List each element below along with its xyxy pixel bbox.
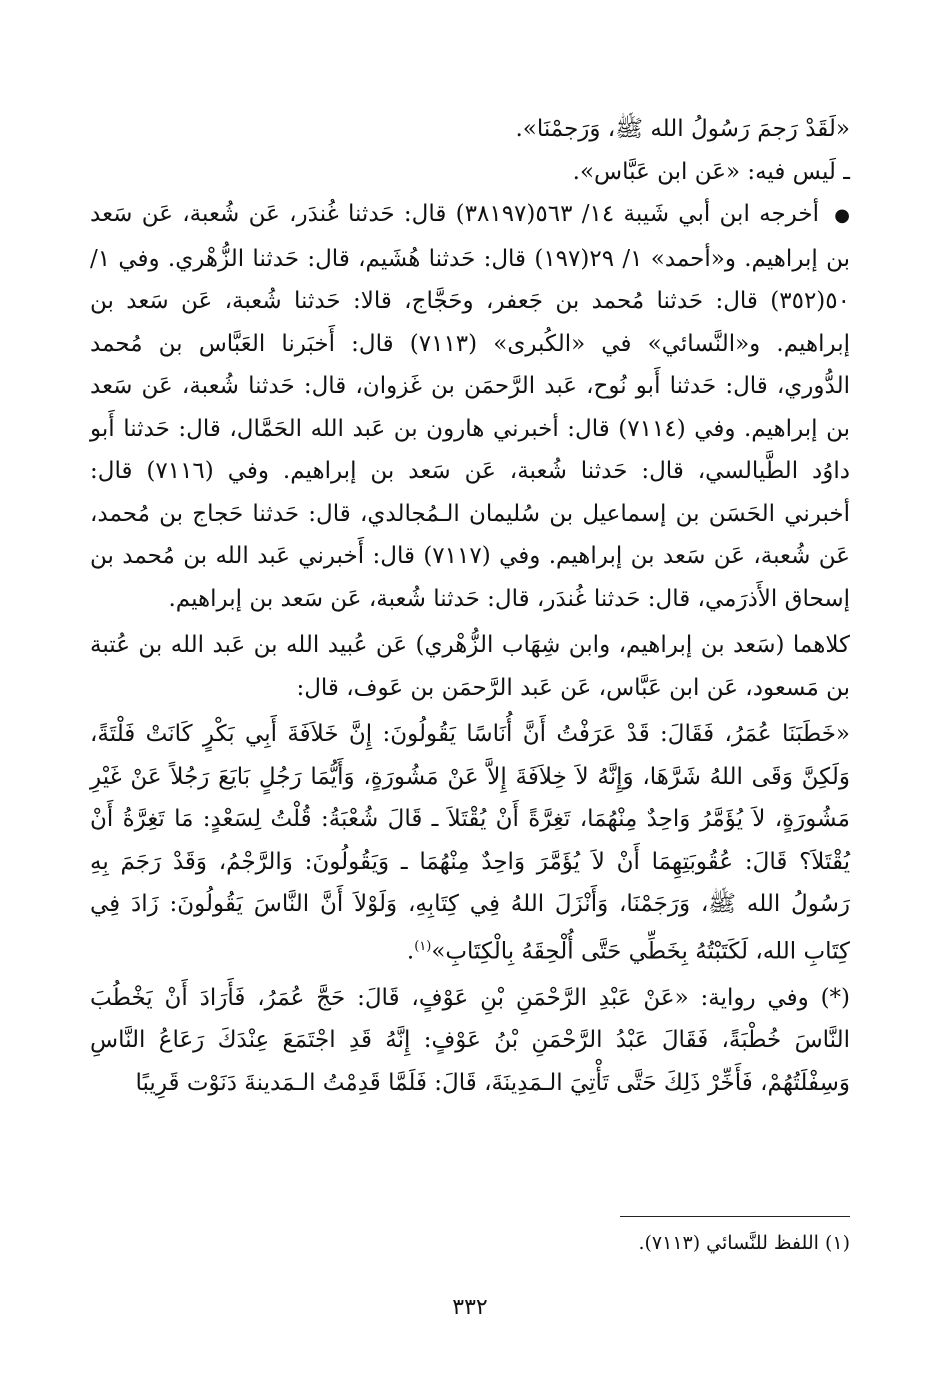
variant-note-line: ـ لَيس فيه: «عَن ابن عَبَّاس». bbox=[572, 158, 850, 185]
takhrij-paragraph bbox=[90, 193, 850, 620]
isnad-paragraph bbox=[90, 624, 850, 709]
page-number: ٣٣٢ bbox=[452, 1295, 488, 1320]
page-body bbox=[90, 108, 850, 1104]
matn-paragraph bbox=[90, 713, 850, 973]
footnote-reference[interactable]: (١) bbox=[414, 938, 432, 954]
takhrij-text: أخرجه ابن أبي شَيبة ١٤/ ٥٦٣(٣٨١٩٧) قال: حَدثنا غُندَر، عَن شُعبة، عَن سَعد بن إبراهيم. و«أحمد» ١/ ٢٩(١٩٧) قال: حَدثنا هُشَيم، قال: حَدثنا الزُّهْري. وفي ١/ ٥٠(٣٥٢) قال: حَدثنا مُحمد بن جَعفر، وحَجَّاج، قالا: حَدثنا شُعبة، عَن سَعد بن إبراهيم. و«النَّسائي» في «الكُبرى» (٧١١٣) قال: أَخبَرنا العَبَّاس بن مُحمد الدُّوري، قال: حَدثنا أَبو نُوح، عَبد الرَّحمَن بن غَزوان، قال: حَدثنا شُعبة، عَن سَعد بن إبراهيم. وفي (٧١١٤) قال: أخبرني هارون بن عَبد الله الحَمَّال، قال: حَدثنا أَبو داوُد الطَّيالسي، قال: حَدثنا شُعبة، عَن سَعد بن إبراهيم. وفي (٧١١٦) قال: أخبرني الحَسَن بن إسماعيل بن سُليمان الـمُجالدي، قال: حَدثنا حَجاج بن مُحمد، عَن شُعبة، عَن سَعد بن إبراهيم. وفي (٧١١٧) قال: أَخبرني عَبد الله بن مُحمد بن إسحاق الأَذرَمي، قال: حَدثنا غُندَر، قال: حَدثنا شُعبة، عَن سَعد بن إبراهيم. bbox=[90, 201, 851, 612]
matn-end: . bbox=[406, 938, 415, 965]
asterisk-marker: (*) bbox=[820, 984, 851, 1011]
bullet-icon: ● bbox=[834, 205, 850, 226]
quote-line: «لَقَدْ رَجمَ رَسُولُ الله ﷺ، وَرَجمْنَا». bbox=[515, 116, 850, 142]
footnote: (١) اللفظ للنَّسائي (٧١١٣). bbox=[638, 1232, 850, 1254]
isnad-text: كلاهما (سَعد بن إبراهيم، وابن شِهَاب الزُّهْري) عَن عُبيد الله بن عَبد الله بن عُتبة بن مَسعود، عَن ابن عَبَّاس، عَن عَبد الرَّحمَن بن عَوف، قال: bbox=[90, 632, 850, 701]
matn-text: «خَطَبَنَا عُمَرُ، فَقَالَ: قَدْ عَرَفْتُ أَنَّ أُنَاسًا يَقُولُونَ: إِنَّ خَلاَفَةَ أَبِي بَكْرٍ كَانَتْ فَلْتَةً، وَلَكِنَّ وَقَى اللهُ شَرَّهَا، وَإِنَّهُ لاَ خِلاَفَةَ إِلاَّ عَنْ مَشُورَةٍ، وَأَيُّمَا رَجُلٍ بَايَعَ رَجُلاً عَنْ غَيْرِ مَشُورَةٍ، لاَ يُؤَمَّرُ وَاحِدٌ مِنْهُمَا، تَغِرَّةً أَنْ يُقْتَلاَ ـ قَالَ شُعْبَةُ: قُلْتُ لِسَعْدٍ: مَا تَغِرَّةُ أَنْ يُقْتَلاَ؟ قَالَ: عُقُوبَتِهِمَا أَنْ لاَ يُؤَمَّرَ وَاحِدٌ مِنْهُمَا ـ وَيَقُولُونَ: وَالرَّجْمُ، وَقَدْ رَجَمَ بِهِ رَسُولُ الله ﷺ، وَرَجَمْنَا، وَأَنْزَلَ اللهُ فِي كِتَابِهِ، وَلَوْلاَ أَنَّ النَّاسَ يَقُولُونَ: زَادَ فِي كِتَابِ الله، لَكَتَبْتُهُ بِخَطِّي حَتَّى أُلْحِقَهُ بِالْكِتَابِ» bbox=[90, 721, 850, 965]
footnote-divider bbox=[620, 1216, 850, 1217]
riwaya-text: وفي رواية: «عَنْ عَبْدِ الرَّحْمَنِ بْنِ عَوْفٍ، قَالَ: حَجَّ عُمَرُ، فَأَرَادَ أَنْ يَخْطُبَ النَّاسَ خُطْبَةً، فَقَالَ عَبْدُ الرَّحْمَنِ بْنُ عَوْفٍ: إِنَّهُ قَدِ اجْتَمَعَ عِنْدَكَ رَعَاعُ النَّاسِ وَسِفْلَتُهُمْ، فَأَخِّرْ ذَلِكَ حَتَّى تَأْتِيَ الـمَدِينَةَ، قَالَ: فَلَمَّا قَدِمْتُ الـمَدينةَ دَنَوْت قَرِيبًا bbox=[90, 984, 850, 1096]
riwaya-paragraph bbox=[90, 977, 850, 1105]
